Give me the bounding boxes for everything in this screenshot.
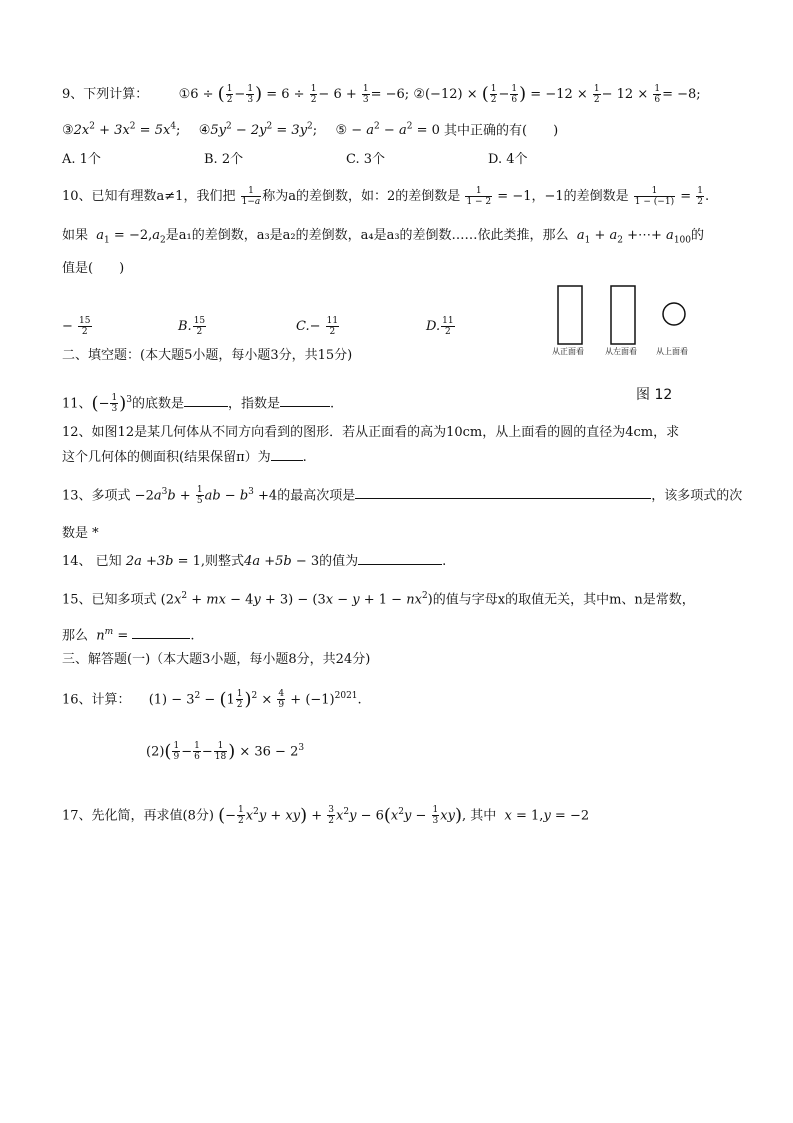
- q9-expr3: $③2x^2 + 3x^2 = 5x^4$;: [62, 122, 181, 139]
- question-15-line2: 那么 $n^m$ = .: [62, 622, 195, 646]
- q10-text-a: 10、已知有理数a≠1，我们把: [62, 189, 236, 204]
- q10-option-b[interactable]: B. $\frac{15}{2}$: [178, 316, 206, 337]
- figure-12-drawing: [548, 280, 708, 410]
- q11-blank-exponent[interactable]: [280, 392, 330, 407]
- top-view-circle: [663, 303, 685, 325]
- question-17: 17、先化简，再求值(8分) (− $\frac{1}{2}$ $x^2y + xy$) + $\frac{3}{2}$ $x^2y - 6(x^2y$ − $\frac{1}{3}$ xy), 其中 x = 1,y = −2: [62, 804, 590, 827]
- figure-12: [548, 280, 708, 410]
- question-10-options: [62, 316, 456, 337]
- q10-text-c: ，−1的差倒数是: [531, 189, 629, 204]
- question-10-line1: 10、已知有理数a≠1，我们把 $\frac{1}{1-a}$ 称为a的差倒数，如：2的差倒数是 $\frac{1}{1 - 2}$ = −1，−1的差倒数是 $\frac{1}{1 - (-1)}$ = $\frac{1}{2}$ .: [62, 186, 710, 207]
- q15-blank[interactable]: [132, 624, 190, 639]
- q9-expr4: $④5y^2 - 2y^2 = 3y^2$;: [198, 122, 318, 139]
- question-16-line1: 16、计算： $(1) - 3^2 - (1$ $\frac{1}{2}$ )$^2$ × $\frac{4}{9}$ + $(-1)^{2021}$.: [62, 688, 362, 711]
- question-10-line2: 如果 $a_1 = -2,a_2$是a₁的差倒数，a₃是a₂的差倒数，a₄是a₃的差倒数……依此类推，那么 $a_1 + a_2$ +⋯+ $a_{100}$的: [62, 228, 705, 246]
- q10-text-e: 是a₁的差倒数，a₃是a₂的差倒数，a₄是a₃的差倒数……依此类推，那么: [165, 228, 569, 243]
- q12-blank[interactable]: [271, 446, 303, 461]
- q10-text-f: 的: [691, 228, 705, 243]
- q9-option-c[interactable]: C. 3个: [346, 152, 386, 167]
- label-front-view: 从正面看: [552, 347, 584, 356]
- q9-option-d[interactable]: D. 4个: [488, 152, 528, 167]
- question-12-line1: 12、如图12是某几何体从不同方向看到的图形．若从正面看的高为10cm，从上面看的圆的直径为4cm，求: [62, 425, 680, 440]
- question-14: 14、 已知 2a +3b = 1,则整式4a +5b − 3的值为 .: [62, 550, 446, 572]
- q10-option-c[interactable]: C.− $\frac{11}{2}$: [296, 316, 339, 337]
- q10-option-d[interactable]: D. $\frac{11}{2}$: [426, 316, 454, 337]
- q10-text-d: 如果: [62, 228, 89, 243]
- q9-option-a[interactable]: A. 1个: [62, 152, 101, 167]
- question-12-line2: 这个几何体的侧面积(结果保留π）为 .: [62, 446, 307, 468]
- question-11: 11、(− $\frac{1}{3}$ )$^3$的底数是 ，指数是 .: [62, 392, 335, 415]
- q9-expr5: ⑤ − $a^2 - a^2 = 0$: [335, 122, 440, 139]
- question-10-line3: 值是( ): [62, 261, 125, 276]
- question-13-line2: 数是 *: [62, 526, 99, 541]
- section-2-heading: 二、填空题：(本大题5小题，每小题3分，共15分): [62, 348, 353, 363]
- q10-frac-def: $\frac{1}{1-a}$: [241, 186, 261, 207]
- question-13-line1: 13、多项式 $-2a^3b$ + $\frac{1}{5}$ ab − $b^3 +4$的最高次项是 ，该多项式的次: [62, 485, 743, 507]
- q14-blank[interactable]: [358, 550, 442, 565]
- question-9-options: [62, 150, 630, 170]
- q9-prefix: 9、下列计算：: [62, 87, 149, 102]
- question-16-line2: (2)( $\frac{1}{9}$ − $\frac{1}{6}$ − $\frac{1}{18}$ ) × $36 - 2^3$: [146, 740, 305, 763]
- label-top-view: 从上面看: [656, 347, 688, 356]
- front-view-rect: [558, 286, 582, 344]
- section-3-heading: 三、解答题(一)（本大题3小题，每小题8分，共24分): [62, 652, 371, 667]
- figure-caption: 图 12: [636, 387, 673, 403]
- q9-expr2: ②(−12) × ( $\frac{1}{2}$ − $\frac{1}{6}$ ) = −12 × $\frac{1}{2}$ − 12 × $\frac{1}{6}$ = −8;: [413, 83, 701, 105]
- left-view-rect: [611, 286, 635, 344]
- q11-blank-base[interactable]: [184, 392, 228, 407]
- q10-text-b: 称为a的差倒数，如：2的差倒数是: [262, 189, 461, 204]
- q10-option-a[interactable]: − $\frac{15}{2}$: [62, 316, 91, 337]
- question-9-line2: [62, 117, 558, 141]
- q9-option-b[interactable]: B. 2个: [204, 152, 244, 167]
- q9-question: 其中正确的有( ): [444, 123, 559, 139]
- question-9-line1: [62, 84, 701, 105]
- q9-expr1: ①6 ÷ ( $\frac{1}{2}$ − $\frac{1}{3}$ ) = 6 ÷ $\frac{1}{2}$ − 6 + $\frac{1}{3}$ = −6;: [178, 83, 410, 105]
- q13-blank[interactable]: [355, 484, 651, 499]
- label-left-view: 从左面看: [605, 347, 637, 356]
- question-15-line1: 15、已知多项式 ($2x^2$ + mx − $4y + 3) - (3x - y + 1 - nx^2)$的值与字母x的取值无关，其中m、n是常数，: [62, 591, 695, 608]
